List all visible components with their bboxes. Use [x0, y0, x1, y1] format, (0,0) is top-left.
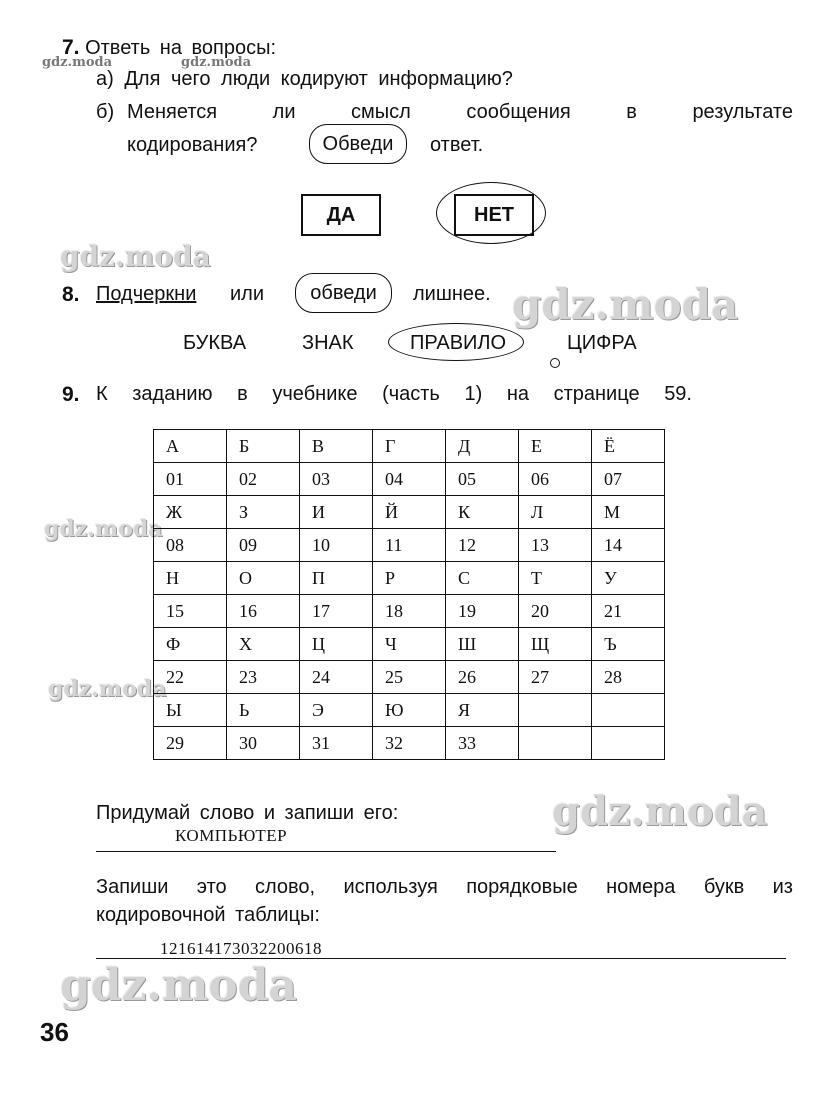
- code-cell: 17: [300, 595, 373, 628]
- answer-line: [96, 851, 556, 852]
- coding-table: [153, 429, 665, 760]
- watermark: gdz.moda: [42, 55, 113, 70]
- word-cifra[interactable]: ЦИФРА: [567, 332, 637, 354]
- dot-mark: [550, 358, 560, 368]
- code-cell: 29: [154, 727, 227, 760]
- task8-end-word: лишнее.: [413, 283, 491, 305]
- answer-option-no[interactable]: НЕТ: [454, 194, 534, 236]
- page-number: 36: [40, 1017, 69, 1047]
- code-cell: 13: [519, 529, 592, 562]
- code-cell: 20: [519, 595, 592, 628]
- letter-cell: А: [154, 430, 227, 463]
- encoded-answer[interactable]: 121614173032200618: [160, 939, 322, 958]
- task8-or-word: или: [230, 283, 265, 305]
- word-znak[interactable]: ЗНАК: [302, 332, 354, 354]
- watermark: gdz.moda: [44, 516, 163, 542]
- table-row: [154, 463, 665, 496]
- invent-word-prompt: Придумай слово и запиши его:: [96, 802, 399, 824]
- table-row: [154, 628, 665, 661]
- letter-cell: Х: [227, 628, 300, 661]
- code-cell: 25: [373, 661, 446, 694]
- letter-cell: Ш: [446, 628, 519, 661]
- code-cell: [519, 727, 592, 760]
- letter-cell: З: [227, 496, 300, 529]
- letter-cell: Ф: [154, 628, 227, 661]
- code-cell: 21: [592, 595, 665, 628]
- task7-question-b-line2: кодирования?: [127, 134, 258, 156]
- table-row: [154, 694, 665, 727]
- code-cell: 07: [592, 463, 665, 496]
- task9-number: 9.: [62, 383, 80, 406]
- letter-cell: М: [592, 496, 665, 529]
- code-cell: 08: [154, 529, 227, 562]
- code-cell: 28: [592, 661, 665, 694]
- code-cell: 15: [154, 595, 227, 628]
- encode-prompt-line1: Запиши это слово, используя порядковые номера букв из: [96, 876, 793, 898]
- code-cell: 02: [227, 463, 300, 496]
- letter-cell: Т: [519, 562, 592, 595]
- letter-cell: Л: [519, 496, 592, 529]
- letter-cell: [592, 694, 665, 727]
- table-row: [154, 661, 665, 694]
- code-cell: 10: [300, 529, 373, 562]
- letter-cell: П: [300, 562, 373, 595]
- task7-prompt: Ответь на вопросы:: [85, 37, 277, 59]
- letter-cell: Щ: [519, 628, 592, 661]
- code-cell: [592, 727, 665, 760]
- letter-cell: Э: [300, 694, 373, 727]
- watermark: gdz.moda: [181, 55, 252, 70]
- code-cell: 23: [227, 661, 300, 694]
- code-cell: 32: [373, 727, 446, 760]
- letter-cell: У: [592, 562, 665, 595]
- code-cell: 19: [446, 595, 519, 628]
- table-row: [154, 595, 665, 628]
- letter-cell: С: [446, 562, 519, 595]
- circled-word-obvedi: Обведи: [309, 124, 407, 164]
- letter-cell: [519, 694, 592, 727]
- letter-cell: К: [446, 496, 519, 529]
- code-cell: 30: [227, 727, 300, 760]
- answer-line: [96, 958, 786, 959]
- code-cell: 06: [519, 463, 592, 496]
- code-cell: 33: [446, 727, 519, 760]
- letter-cell: Я: [446, 694, 519, 727]
- word-pravilo[interactable]: ПРАВИЛО: [410, 332, 507, 354]
- letter-cell: Ё: [592, 430, 665, 463]
- watermark: gdz.moda: [48, 676, 167, 702]
- task7-question-b-line1: Меняется ли смысл сообщения в результате: [127, 101, 793, 123]
- letter-cell: Ц: [300, 628, 373, 661]
- table-row: [154, 727, 665, 760]
- code-cell: 01: [154, 463, 227, 496]
- task8-underline-word: Подчеркни: [96, 283, 197, 305]
- letter-cell: Ъ: [592, 628, 665, 661]
- task7-question-b-label: б): [96, 101, 115, 123]
- letter-cell: Б: [227, 430, 300, 463]
- watermark: gdz.moda: [552, 788, 768, 835]
- letter-cell: Ы: [154, 694, 227, 727]
- letter-cell: Е: [519, 430, 592, 463]
- code-cell: 12: [446, 529, 519, 562]
- task8-number: 8.: [62, 283, 80, 306]
- circled-word-obvedi-2: обведи: [295, 273, 392, 313]
- table-row: [154, 496, 665, 529]
- code-cell: 16: [227, 595, 300, 628]
- letter-cell: Ь: [227, 694, 300, 727]
- code-cell: 18: [373, 595, 446, 628]
- encode-prompt-line2: кодировочной таблицы:: [96, 904, 320, 926]
- letter-cell: И: [300, 496, 373, 529]
- code-cell: 09: [227, 529, 300, 562]
- invented-word-answer[interactable]: КОМПЬЮТЕР: [175, 826, 288, 845]
- code-cell: 04: [373, 463, 446, 496]
- task9-prompt: К заданию в учебнике (часть 1) на странице 59.: [96, 383, 692, 405]
- table-row: [154, 430, 665, 463]
- code-cell: 26: [446, 661, 519, 694]
- code-cell: 31: [300, 727, 373, 760]
- code-cell: 24: [300, 661, 373, 694]
- answer-option-yes[interactable]: ДА: [301, 194, 381, 236]
- code-cell: 27: [519, 661, 592, 694]
- code-cell: 05: [446, 463, 519, 496]
- letter-cell: Ю: [373, 694, 446, 727]
- table-row: [154, 562, 665, 595]
- code-cell: 22: [154, 661, 227, 694]
- code-cell: 11: [373, 529, 446, 562]
- watermark: gdz.moda: [60, 960, 298, 1011]
- task7-question-a: а) Для чего люди кодируют информацию?: [96, 68, 513, 90]
- code-cell: 03: [300, 463, 373, 496]
- letter-cell: Н: [154, 562, 227, 595]
- letter-cell: В: [300, 430, 373, 463]
- watermark: gdz.moda: [512, 280, 739, 329]
- letter-cell: Р: [373, 562, 446, 595]
- letter-cell: Д: [446, 430, 519, 463]
- letter-cell: Ч: [373, 628, 446, 661]
- task7-question-b-end: ответ.: [430, 134, 484, 156]
- word-bukva[interactable]: БУКВА: [183, 332, 247, 354]
- letter-cell: Й: [373, 496, 446, 529]
- letter-cell: Г: [373, 430, 446, 463]
- task7-heading: 7. Ответь на вопросы:: [62, 36, 277, 59]
- letter-cell: Ж: [154, 496, 227, 529]
- code-cell: 14: [592, 529, 665, 562]
- watermark: gdz.moda: [60, 240, 211, 273]
- table-row: [154, 529, 665, 562]
- letter-cell: О: [227, 562, 300, 595]
